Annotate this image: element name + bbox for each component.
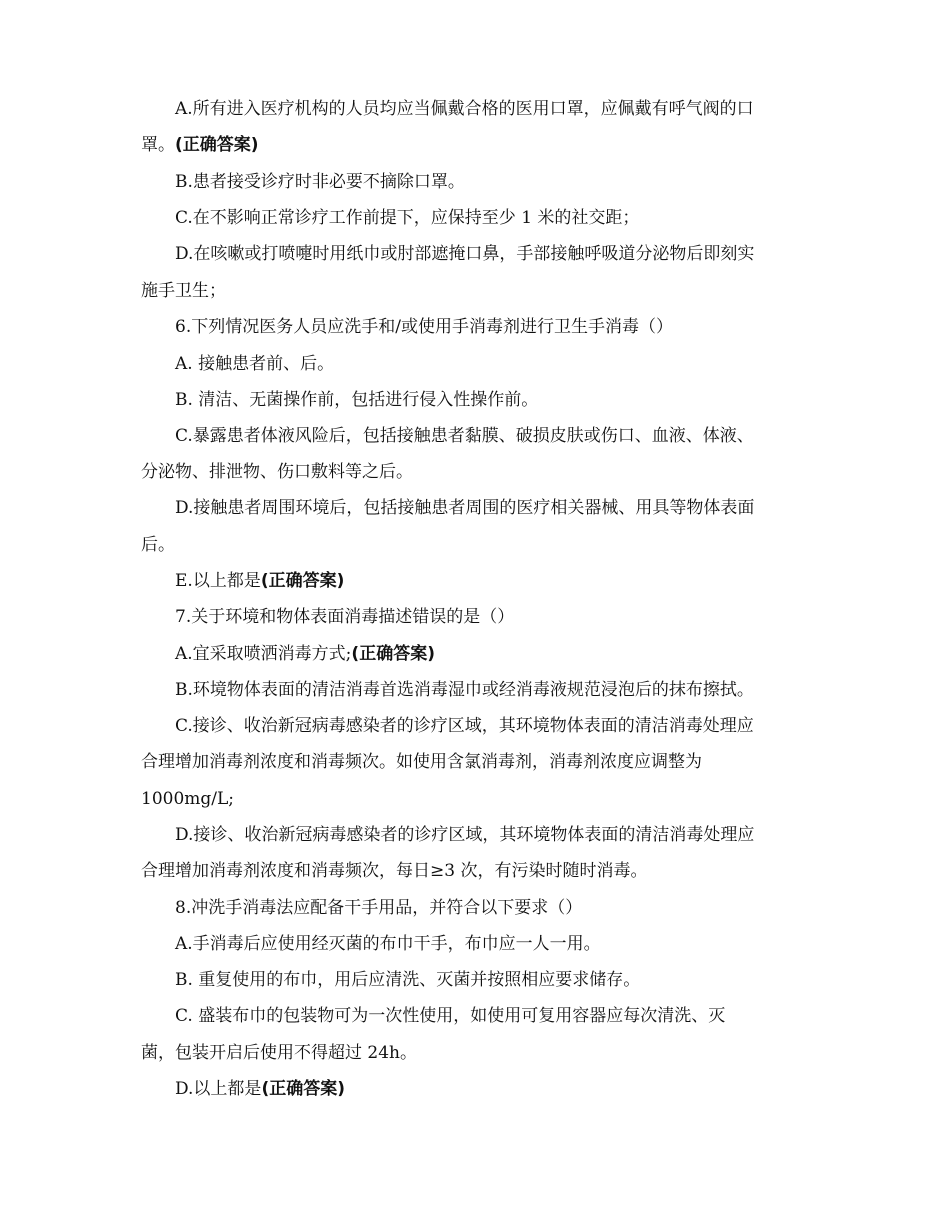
q7-option-d-cont: 合理增加消毒剂浓度和消毒频次，每日≥3 次，有污染时随时消毒。 <box>141 861 648 881</box>
q6-option-a: A. 接触患者前、后。 <box>175 354 335 374</box>
q5-option-c: C.在不影响正常诊疗工作前提下，应保持至少 1 米的社交距； <box>175 208 640 228</box>
q7-option-c-cont2: 1000mg/L; <box>141 789 235 809</box>
q7-option-c-cont: 合理增加消毒剂浓度和消毒频次。如使用含氯消毒剂，消毒剂浓度应调整为 <box>141 752 702 772</box>
q6-option-c: C.暴露患者体液风险后，包括接触患者黏膜、破损皮肤或伤口、血液、体液、 <box>175 426 754 446</box>
q6-stem: 6.下列情况医务人员应洗手和/或使用手消毒剂进行卫生手消毒（） <box>175 317 673 337</box>
q8-option-c: C. 盛装布巾的包装物可为一次性使用，如使用可复用容器应每次清洗、灭 <box>175 1006 726 1026</box>
q6-option-e-text: E.以上都是 <box>175 571 261 591</box>
q7-option-a <box>175 642 821 666</box>
q8-option-b: B. 重复使用的布巾，用后应清洗、灭菌并按照相应要求储存。 <box>175 970 641 990</box>
q5-option-a-text: A.所有进入医疗机构的人员均应当佩戴合格的医用口罩，应佩戴有呼气阀的口 <box>175 99 754 119</box>
q6-option-d: D.接触患者周围环境后，包括接触患者周围的医疗相关器械、用具等物体表面 <box>175 498 755 518</box>
q5-option-a-cont-text: 罩。 <box>141 135 175 155</box>
q6-option-e <box>175 569 821 593</box>
q7-option-c: C.接诊、收治新冠病毒感染者的诊疗区域，其环境物体表面的清洁消毒处理应 <box>175 716 754 736</box>
q8-option-d <box>175 1077 821 1101</box>
q7-option-d: D.接诊、收治新冠病毒感染者的诊疗区域，其环境物体表面的清洁消毒处理应 <box>175 825 755 845</box>
q8-stem: 8.冲洗手消毒法应配备干手用品，并符合以下要求（） <box>175 898 583 918</box>
q6-option-b: B. 清洁、无菌操作前，包括进行侵入性操作前。 <box>175 390 539 410</box>
q6-option-c-cont: 分泌物、排泄物、伤口敷料等之后。 <box>141 462 413 482</box>
q8-option-d-text: D.以上都是 <box>175 1079 262 1099</box>
correct-answer-tag: (正确答案) <box>351 644 435 664</box>
q8-option-a: A.手消毒后应使用经灭菌的布巾干手，布巾应一人一用。 <box>175 934 601 954</box>
q7-stem: 7.关于环境和物体表面消毒描述错误的是（） <box>175 607 515 627</box>
q5-option-d-cont: 施手卫生； <box>141 281 226 301</box>
q7-option-a-text: A.宜采取喷洒消毒方式; <box>175 644 352 664</box>
q8-option-c-cont: 菌，包装开启后使用不得超过 24h。 <box>141 1043 417 1063</box>
q5-option-a-cont <box>141 133 821 157</box>
q5-option-a <box>175 97 821 121</box>
correct-answer-tag: (正确答案) <box>175 135 259 155</box>
q7-option-b: B.环境物体表面的清洁消毒首选消毒湿巾或经消毒液规范浸泡后的抹布擦拭。 <box>175 680 754 700</box>
q5-option-d: D.在咳嗽或打喷嚏时用纸巾或肘部遮掩口鼻，手部接触呼吸道分泌物后即刻实 <box>175 244 755 264</box>
q6-option-d-cont: 后。 <box>141 535 175 555</box>
q5-option-b: B.患者接受诊疗时非必要不摘除口罩。 <box>175 172 465 192</box>
correct-answer-tag: (正确答案) <box>261 1079 345 1099</box>
correct-answer-tag: (正确答案) <box>260 571 345 591</box>
